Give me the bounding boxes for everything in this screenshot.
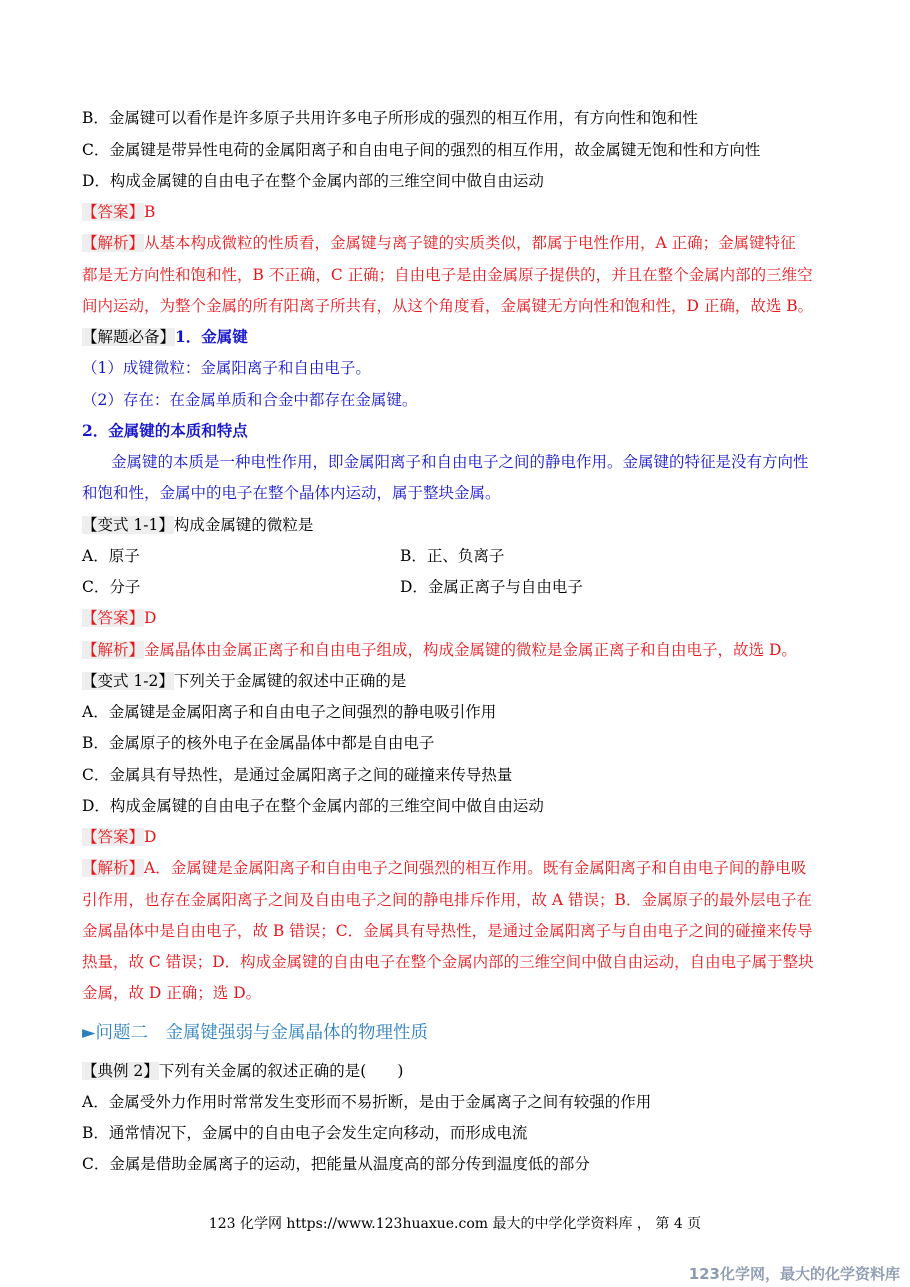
analysis-tag: 【解析】 — [82, 234, 145, 252]
ex2-option-a: A．金属受外力作用时常常发生变形而不易折断，是由于金属离子之间有较强的作用 — [82, 1093, 652, 1111]
q1-analysis-line-2: 都是无方向性和饱和性，B 不正确，C 正确；自由电子是由金属原子提供的，并且在整个金属内部的三维空 — [82, 266, 813, 284]
ex2-stem-text: 下列有关金属的叙述正确的是( ) — [158, 1062, 404, 1080]
answer-tag: 【答案】 — [82, 609, 145, 627]
v12-option-a: A．金属键是金属阳离子和自由电子之间强烈的静电吸引作用 — [82, 703, 497, 721]
answer-value: B — [144, 203, 156, 221]
v11-option-d: D．金属正离子与自由电子 — [400, 578, 583, 596]
v12-option-c: C．金属具有导热性，是通过金属阳离子之间的碰撞来传导热量 — [82, 766, 513, 784]
essential-item-1: （1）成键微粒：金属阳离子和自由电子。 — [82, 359, 371, 377]
essential-title: 1．金属键 — [175, 327, 248, 346]
ex2-option-c: C．金属是借助金属离子的运动，把能量从温度高的部分传到温度低的部分 — [82, 1155, 590, 1173]
v12-analysis-line-3: 金属晶体中是自由电子，故 B 错误；C．金属具有导热性，是通过金属阳离子与自由电子之间的碰撞来传导 — [82, 922, 813, 940]
v12-analysis-line-1 — [82, 858, 806, 878]
v11-stem — [82, 515, 313, 535]
analysis-text: 金属晶体由金属正离子和自由电子组成，构成金属键的微粒是金属正离子和自由电子，故选 D。 — [144, 641, 797, 659]
analysis-text: A．金属键是金属阳离子和自由电子之间强烈的相互作用。既有金属阳离子和自由电子间的静电吸 — [144, 859, 807, 877]
section-marker-icon: ► — [82, 1023, 96, 1043]
analysis-tag: 【解析】 — [82, 859, 145, 877]
q1-analysis-line-3: 间内运动，为整个金属的所有阳离子所共有，从这个角度看，金属键无方向性和饱和性，D 正确，故选 B。 — [82, 297, 814, 315]
v12-stem — [82, 671, 406, 691]
page-footer: 123 化学网 https://www.123huaxue.com 最大的中学化学资料库 ， 第 4 页 — [208, 1216, 702, 1232]
essential-tag: 【解题必备】 — [82, 328, 176, 346]
v11-tag: 【变式 1-1】 — [82, 516, 174, 534]
v11-analysis — [82, 640, 797, 660]
v12-analysis-line-5: 金属，故 D 正确；选 D。 — [82, 984, 262, 1002]
q1-option-c: C．金属键是带异性电荷的金属阳离子和自由电子间的强烈的相互作用，故金属键无饱和性和方向性 — [82, 141, 761, 159]
v12-option-d: D．构成金属键的自由电子在整个金属内部的三维空间中做自由运动 — [82, 797, 544, 815]
v11-answer — [82, 608, 156, 628]
v12-tag: 【变式 1-2】 — [82, 672, 174, 690]
answer-value: D — [144, 609, 157, 627]
v12-option-b: B．金属原子的核外电子在金属晶体中都是自由电子 — [82, 734, 435, 752]
ex2-stem — [82, 1061, 403, 1081]
section-title: 问题二 金属键强弱与金属晶体的物理性质 — [95, 1023, 428, 1043]
q1-analysis-line-1 — [82, 233, 796, 253]
essential-title-2: 2．金属键的本质和特点 — [82, 421, 248, 440]
v11-option-a: A．原子 — [82, 547, 140, 565]
analysis-tag: 【解析】 — [82, 641, 145, 659]
q1-option-d: D．构成金属键的自由电子在整个金属内部的三维空间中做自由运动 — [82, 172, 544, 190]
answer-value: D — [144, 828, 157, 846]
essential-paragraph-line-2: 和饱和性，金属中的电子在整个晶体内运动，属于整块金属。 — [82, 484, 501, 502]
v11-option-b: B．正、负离子 — [400, 547, 505, 565]
answer-tag: 【答案】 — [82, 203, 145, 221]
ex2-tag: 【典例 2】 — [82, 1062, 159, 1080]
section-heading — [82, 1019, 428, 1044]
q1-option-b: B．金属键可以看作是许多原子共用许多电子所形成的强烈的相互作用，有方向性和饱和性 — [82, 109, 698, 127]
v11-stem-text: 构成金属键的微粒是 — [173, 516, 314, 534]
ex2-option-b: B．通常情况下，金属中的自由电子会发生定向移动，而形成电流 — [82, 1124, 528, 1142]
answer-tag: 【答案】 — [82, 828, 145, 846]
v11-option-c: C．分子 — [82, 578, 141, 596]
watermark: 123化学网，最大的化学资料库 — [688, 1265, 900, 1283]
v12-answer — [82, 827, 156, 847]
v12-analysis-line-2: 引作用，也存在金属阳离子之间及自由电子之间的静电排斥作用，故 A 错误；B．金属原子的最外层电子在 — [82, 891, 812, 909]
v12-stem-text: 下列关于金属键的叙述中正确的是 — [173, 672, 407, 690]
v12-analysis-line-4: 热量，故 C 错误；D．构成金属键的自由电子在整个金属内部的三维空间中做自由运动，自由电子属于整块 — [82, 953, 814, 971]
analysis-text: 从基本构成微粒的性质看，金属键与离子键的实质类似，都属于电性作用，A 正确；金属键特征 — [144, 234, 796, 252]
essential-paragraph-line-1: 金属键的本质是一种电性作用，即金属阳离子和自由电子之间的静电作用。金属键的特征是没有方向性 — [111, 453, 809, 471]
essential-item-2: （2）存在：在金属单质和合金中都存在金属键。 — [82, 391, 418, 409]
essential-heading — [82, 327, 248, 347]
q1-answer — [82, 202, 155, 222]
